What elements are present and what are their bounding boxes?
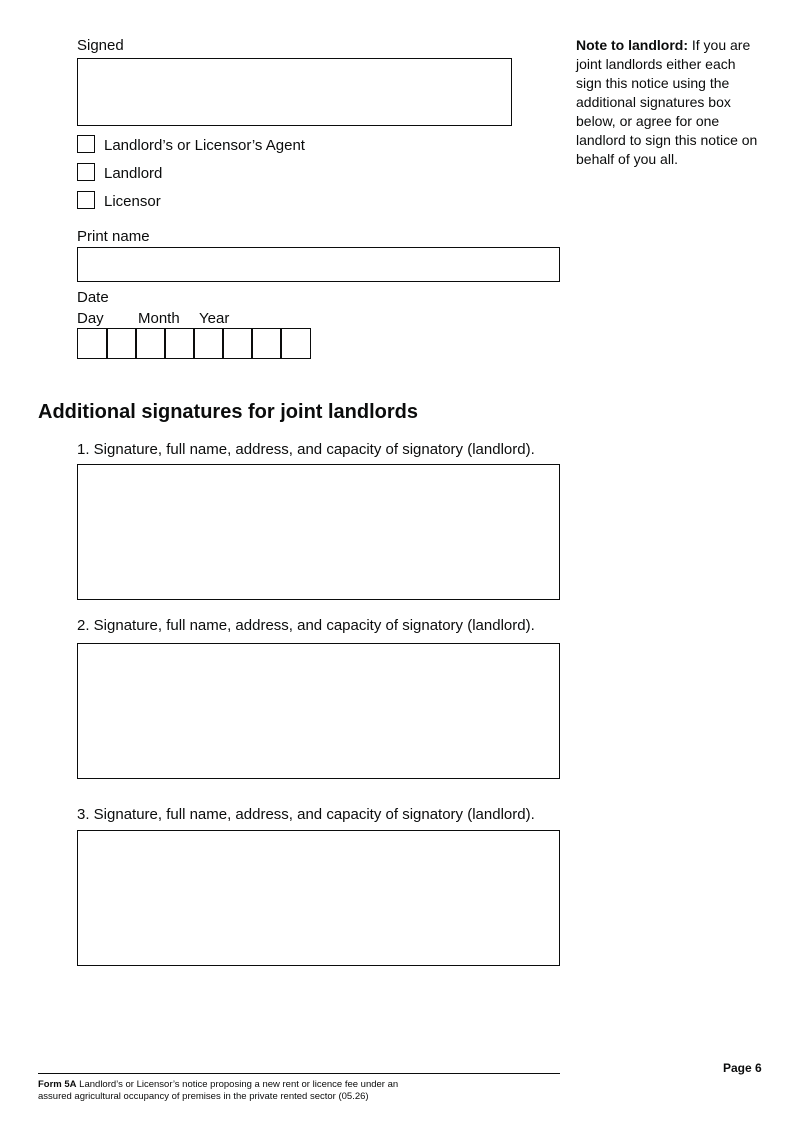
- print-name-label: Print name: [77, 228, 150, 245]
- year-label: Year: [199, 310, 230, 327]
- day-label: Day: [77, 310, 104, 327]
- year-digit-2[interactable]: [222, 328, 253, 359]
- month-digit-2[interactable]: [164, 328, 195, 359]
- landlord-checkbox-label: Landlord: [104, 165, 163, 182]
- footer-text: [38, 1079, 568, 1103]
- footer-form-id: Form 5A: [38, 1079, 77, 1090]
- month-label: Month: [138, 310, 180, 327]
- year-digit-4[interactable]: [280, 328, 311, 359]
- additional-signatures-heading: Additional signatures for joint landlords: [38, 401, 419, 423]
- year-digit-3[interactable]: [251, 328, 282, 359]
- footer-description-line2: assured agricultural occupancy of premises in the private rented sector (05.26): [38, 1091, 369, 1102]
- landlord-checkbox[interactable]: [77, 163, 95, 181]
- date-fields: [77, 328, 309, 359]
- month-digit-1[interactable]: [135, 328, 166, 359]
- note-title: Note to landlord:: [576, 37, 688, 53]
- year-digit-1[interactable]: [193, 328, 224, 359]
- joint-signature-3-field[interactable]: [77, 830, 560, 966]
- joint-signature-2-field[interactable]: [77, 643, 560, 779]
- note-body: If you are joint landlords either each sign this notice using the additional signatures box below, or agree for one landlord to sign this notice on behalf of you all.: [576, 37, 758, 167]
- date-label: Date: [77, 289, 109, 306]
- print-name-field[interactable]: [77, 247, 560, 282]
- agent-checkbox-label: Landlord’s or Licensor’s Agent: [104, 137, 305, 154]
- signature-field[interactable]: [77, 58, 512, 126]
- joint-signature-1-field[interactable]: [77, 464, 560, 600]
- joint-signature-3-label: 3. Signature, full name, address, and capacity of signatory (landlord).: [77, 806, 535, 823]
- joint-signature-2-label: 2. Signature, full name, address, and capacity of signatory (landlord).: [77, 617, 535, 634]
- joint-signature-1-label: 1. Signature, full name, address, and capacity of signatory (landlord).: [77, 441, 535, 458]
- note-to-landlord: [576, 36, 758, 169]
- agent-checkbox[interactable]: [77, 135, 95, 153]
- day-digit-1[interactable]: [77, 328, 108, 359]
- signed-label: Signed: [77, 37, 124, 54]
- day-digit-2[interactable]: [106, 328, 137, 359]
- footer-divider: [38, 1073, 560, 1074]
- page-number: Page 6: [723, 1061, 762, 1075]
- footer-description-line1: Landlord’s or Licensor’s notice proposing a new rent or licence fee under an: [76, 1079, 399, 1090]
- licensor-checkbox-label: Licensor: [104, 193, 161, 210]
- licensor-checkbox[interactable]: [77, 191, 95, 209]
